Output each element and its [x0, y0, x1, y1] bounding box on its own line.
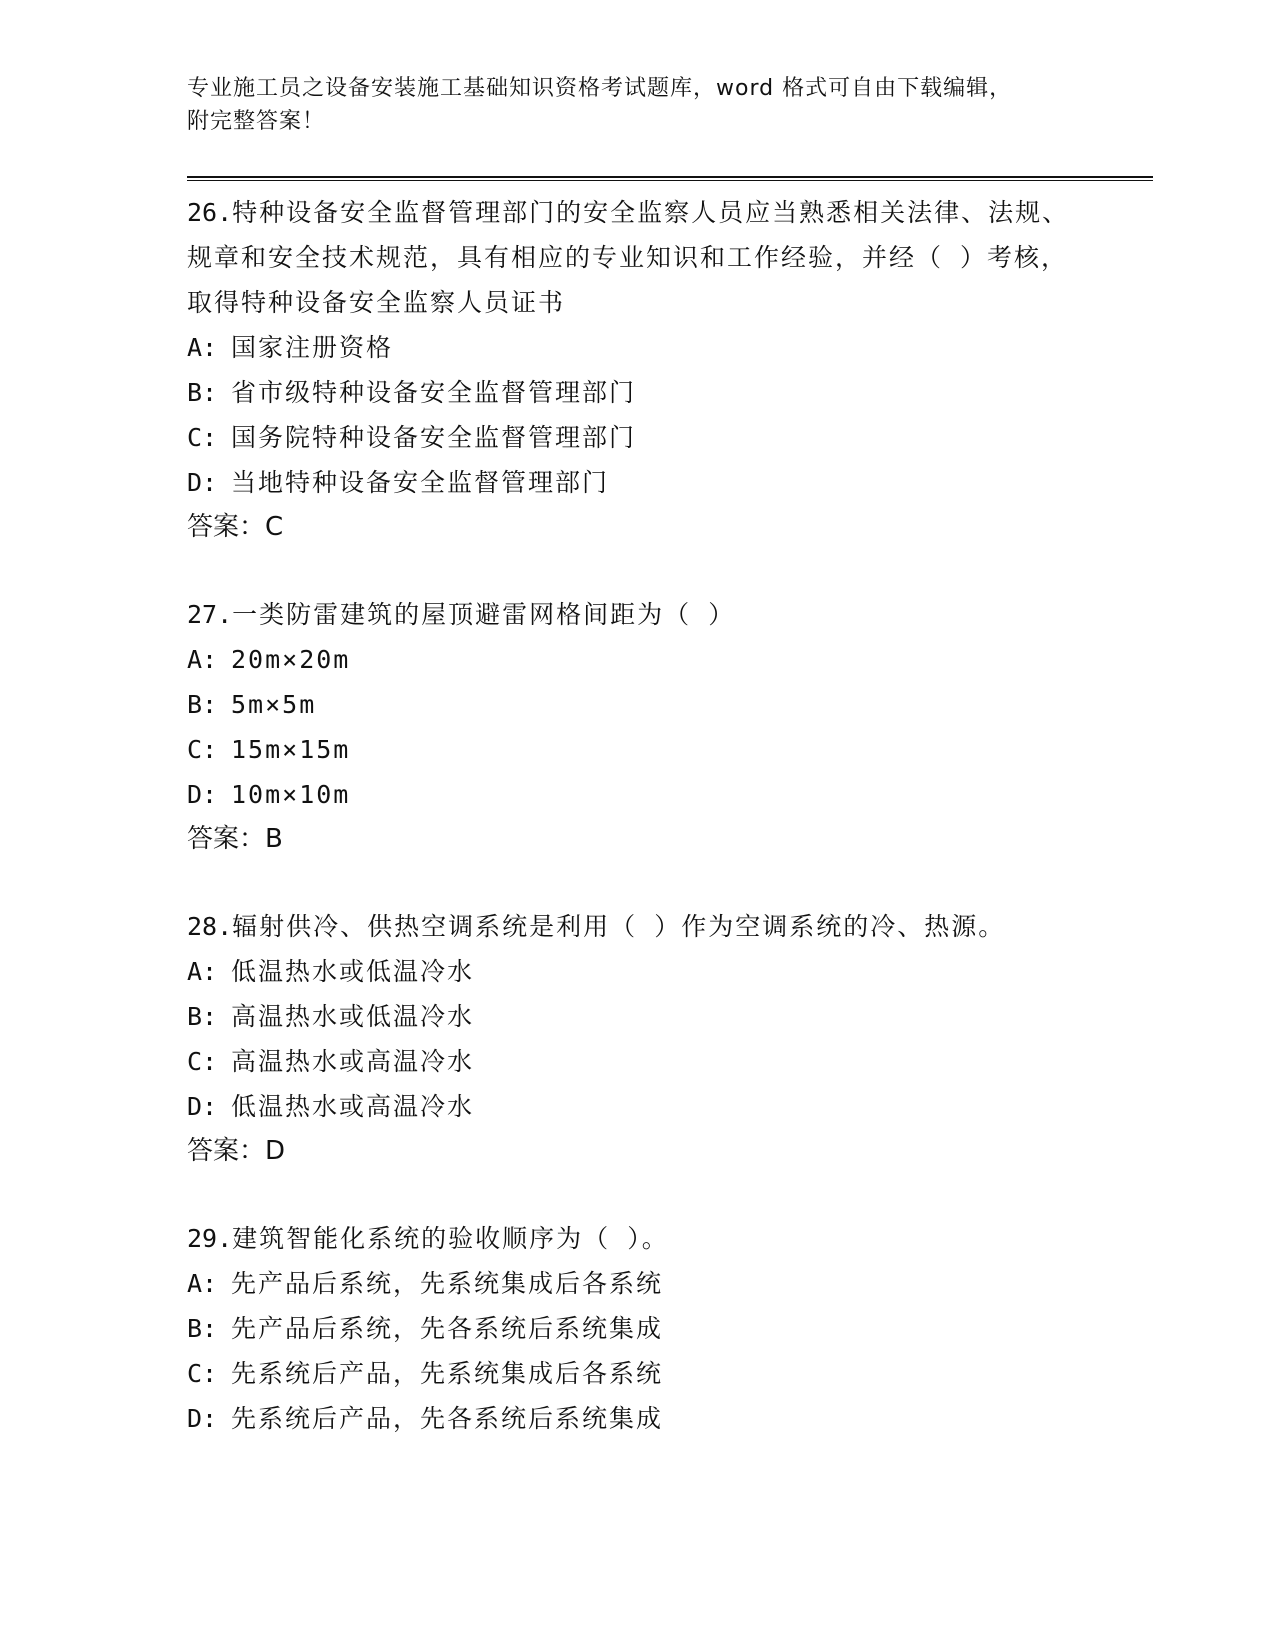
question-list — [187, 190, 1087, 1483]
header-line-2: 附完整答案！ — [187, 109, 326, 134]
option-c — [187, 727, 1087, 772]
option-d — [187, 1396, 1087, 1441]
answer-line: 答案：C — [187, 512, 284, 542]
option-text: 先系统后产品，先各系统后系统集成 — [231, 1404, 664, 1433]
question-27 — [187, 592, 1087, 862]
answer-line: 答案：B — [187, 824, 283, 854]
question-26 — [187, 190, 1087, 550]
question-number: 28. — [187, 912, 233, 941]
option-text: 20m×20m — [231, 645, 351, 674]
option-text: 国务院特种设备安全监督管理部门 — [231, 423, 637, 452]
option-text: 当地特种设备安全监督管理部门 — [231, 468, 610, 497]
option-key: A: — [187, 645, 218, 674]
option-b — [187, 682, 1087, 727]
option-text: 先产品后系统，先各系统后系统集成 — [231, 1314, 664, 1343]
option-key: C: — [187, 1359, 218, 1388]
option-key: A: — [187, 957, 218, 986]
question-number: 27. — [187, 600, 233, 629]
question-text — [187, 592, 1087, 637]
question-29 — [187, 1216, 1087, 1441]
question-text — [187, 190, 1087, 325]
option-c — [187, 1039, 1087, 1084]
option-key: A: — [187, 1269, 218, 1298]
option-c — [187, 1351, 1087, 1396]
answer-line: 答案：D — [187, 1136, 286, 1166]
page-header — [187, 72, 1067, 138]
option-b — [187, 994, 1087, 1039]
question-text — [187, 904, 1087, 949]
header-divider — [187, 176, 1153, 181]
option-text: 省市级特种设备安全监督管理部门 — [231, 378, 637, 407]
option-a — [187, 325, 1087, 370]
option-a — [187, 637, 1087, 682]
option-text: 15m×15m — [231, 735, 351, 764]
option-text: 先系统后产品，先系统集成后各系统 — [231, 1359, 664, 1388]
option-a — [187, 949, 1087, 994]
question-number: 26. — [187, 198, 233, 227]
header-line-1: 专业施工员之设备安装施工基础知识资格考试题库，word 格式可自由下载编辑， — [187, 76, 1013, 101]
option-d — [187, 1084, 1087, 1129]
option-d — [187, 772, 1087, 817]
option-text: 高温热水或低温冷水 — [231, 1002, 475, 1031]
option-key: D: — [187, 780, 218, 809]
option-key: D: — [187, 1092, 218, 1121]
option-key: B: — [187, 378, 218, 407]
option-key: B: — [187, 1002, 218, 1031]
option-d — [187, 460, 1087, 505]
option-a — [187, 1261, 1087, 1306]
question-number: 29. — [187, 1224, 233, 1253]
option-text: 先产品后系统，先系统集成后各系统 — [231, 1269, 664, 1298]
question-28 — [187, 904, 1087, 1174]
option-c — [187, 415, 1087, 460]
question-body: 特种设备安全监督管理部门的安全监察人员应当熟悉相关法律、法规、规章和安全技术规范，具有相应的专业知识和工作经验，并经（ ）考核，取得特种设备安全监察人员证书 — [187, 198, 1070, 317]
question-body: 一类防雷建筑的屋顶避雷网格间距为（ ） — [232, 600, 736, 629]
option-text: 高温热水或高温冷水 — [231, 1047, 475, 1076]
option-text: 国家注册资格 — [231, 333, 394, 362]
option-key: B: — [187, 1314, 218, 1343]
option-b — [187, 1306, 1087, 1351]
option-key: A: — [187, 333, 218, 362]
option-key: D: — [187, 468, 218, 497]
option-key: B: — [187, 690, 218, 719]
option-key: C: — [187, 423, 218, 452]
option-key: C: — [187, 1047, 218, 1076]
option-text: 低温热水或高温冷水 — [231, 1092, 475, 1121]
option-b — [187, 370, 1087, 415]
question-body: 辐射供冷、供热空调系统是利用（ ）作为空调系统的冷、热源。 — [232, 912, 1006, 941]
question-body: 建筑智能化系统的验收顺序为（ ）。 — [232, 1224, 669, 1253]
option-text: 低温热水或低温冷水 — [231, 957, 475, 986]
option-text: 10m×10m — [231, 780, 351, 809]
question-text — [187, 1216, 1087, 1261]
option-key: D: — [187, 1404, 218, 1433]
option-text: 5m×5m — [231, 690, 317, 719]
option-key: C: — [187, 735, 218, 764]
